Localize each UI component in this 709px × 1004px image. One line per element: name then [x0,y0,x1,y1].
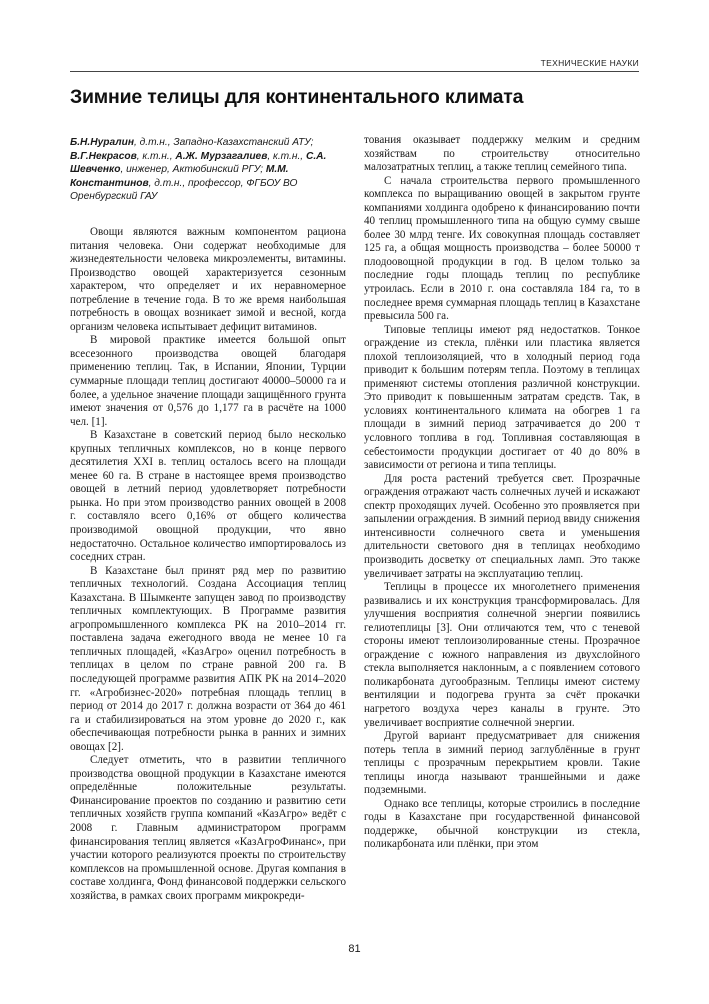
paragraph-continuation: тования оказывает поддержку мелким и средним хозяйствам по строительству относительно малозатратных теплиц, а также теплиц семейного типа. [364,134,640,174]
author-details: , д.т.н., профессор, ФГБОУ ВО Оренбургский ГАУ [70,177,298,203]
paragraph: С начала строительства первого промышленного комплекса по выращиванию овощей в закрытом грунте компаниями холдинга одобрено к финансированию почти 40 теплиц промышленного типа на общую сумму свыше более 30 млрд тенге. Их совокупная площадь составляет 125 га, а общая мощность производства – более 50000 т плодоовощной продукции в год. В целом только за последние годы площадь теплиц по республике утроилась. Если в 2010 г. она составляла 184 га, то в последнее время суммарная площадь теплиц в Казахстане превысила 500 га. [364,174,640,323]
author-details: , д.т.н., Западно-Казахстанский АТУ; [133,137,314,148]
paragraph: В Казахстане в советский период было несколько крупных тепличных комплексов, но в конце первого десятилетия XXI в. теплиц осталось всего на площади менее 60 га. В стране в настоящее время производство овощей в летний период удовлетворяет потребности рынка. Но при этом производство ранних овощей в 2008 г. составляло всего 0,16% от общего количества производимой овощной продукции, что явно недостаточно. Остальное количество импортировалось из соседних стран. [70,429,346,564]
author-details: , к.т.н., [267,150,306,162]
page-number: 81 [348,943,361,955]
header-rule [70,71,639,72]
paragraph: Однако все теплицы, которые строились в последние годы в Казахстане при государственной финансовой поддержке, обычной конструкции из стекла, поликарбоната или плёнки, при этом [364,797,640,851]
article-title: Зимние телицы для континентального климата [70,86,524,108]
paragraph: Другой вариант предусматривает для снижения потерь тепла в зимний период заглублённые в грунт теплицы с прозрачным перекрытием кровли. Такие теплицы иногда называют траншейными и даже подземными. [364,730,640,797]
paragraph: В Казахстане был принят ряд мер по развитию тепличных технологий. Создана Ассоциация теплиц Казахстана. В Шымкенте запущен завод по производству тепличных комплектующих. В Программе развития агропромышленного комплекса РК на 2010–2014 гг. поставлена задача ежегодного ввода не менее 10 га тепличных площадей, «КазАгро» оценил потребность в теплицах в целом по стране равной 200 га. В последующей программе развития АПК РК на 2014–2020 гг. «Агробизнес-2020» потребная площадь теплиц в период от 2014 до 2017 г. должна возрасти от 364 до 461 га и стабилизироваться на этом уровне до 2020 г., как обеспечивающая потребности рынка в ранних и зимних овощах [2]. [70,564,346,753]
paragraph: Овощи являются важным компонентом рациона питания человека. Они содержат необходимые для жизнедеятельности человека микроэлементы, витамины. Производство овощей характеризуется сезонным характером, что определяет и их неравномерное потребление в течение года. В то же время наибольшая потребность в овощах возникает зимой и весной, когда организм человека испытывает дефицит витаминов. [70,225,346,333]
author-name: М.М. Константинов [70,164,289,189]
paragraph: В мировой практике имеется большой опыт всесезонного производства овощей благодаря применению теплиц. Так, в Испании, Японии, Турции суммарные площади теплиц достигают 40000–50000 га и более, а удельное значение площади защищённого грунта имеют значения от 0,576 до 1,177 га в расчёте на 1000 чел. [1]. [70,334,346,428]
right-column [364,134,640,852]
author-name: С.А. Шевченко [70,150,327,176]
author-name: Б.Н.Нуралин [70,137,134,148]
paragraph: Следует отметить, что в развитии тепличного производства овощной продукции в Казахстане имеются определённые положительные результаты. Финансирование проектов по созданию и развитию сети тепличных хозяйств группа компаний «КазАгро» ведёт с 2008 г. Главным администратором программ финансирования теплиц является «КазАгроФинанс», при участии которого реализуются проекты по строительству комплексов на промышленной основе. Другая компания в составе холдинга, Фонд финансовой поддержки сельского хозяйства, в рамках своих программ микрокреди- [70,754,346,902]
author-block [70,136,346,204]
paragraph: Типовые теплицы имеют ряд недостатков. Тонкое ограждение из стекла, плёнки или пластика является плохой теплоизоляцией, что в холодный период года приводит к большим потерям тепла. Поэтому в теплицах применяют системы отопления различной конструкции. Это приводит к повышенным затратам средств. Так, в условиях континентального климата на обогрев 1 га площади в зимний период затрачивается до 200 т условного топлива в год. Топливная составляющая в себестоимости продукции достигает от 40 до 80% в зависимости от региона и типа теплицы. [364,323,640,472]
author-name: А.Ж. Мурзагалиев [175,150,268,162]
author-details: , к.т.н., [136,150,176,162]
journal-section-label: ТЕХНИЧЕСКИЕ НАУКИ [540,58,639,68]
author-name: В.Г.Некрасов [70,150,137,162]
author-details: , инженер, Актюбинский РГУ; [120,164,266,176]
paragraph: Для роста растений требуется свет. Прозрачные ограждения отражают часть солнечных лучей и искажают спектр проходящих лучей. Особенно это проявляется при запылении ограждения. В зимний период ввиду снижения интенсивности солнечного света и уменьшения длительности светового дня в теплицах необходимо производить досветку от специальных ламп. Это также увеличивает затраты на эксплуатацию теплиц. [364,472,640,580]
left-column [70,136,346,903]
paragraph: Теплицы в процессе их многолетнего применения развивались и их конструкция трансформировалась. Для улучшения восприятия солнечной энергии появились гелиотеплицы [3]. Они отличаются тем, что с теневой стороны имеют теплоизолированные стены. Прозрачное ограждение с южного направления из двухслойного стекла выполняется наклонным, а с появлением сотового поликарбоната дугообразным. Теплицы имеют систему вентиляции и подогрева грунта за счёт прокачки нагретого воздуха через каналы в грунте. Это увеличивает восприятие солнечной энергии. [364,581,640,729]
